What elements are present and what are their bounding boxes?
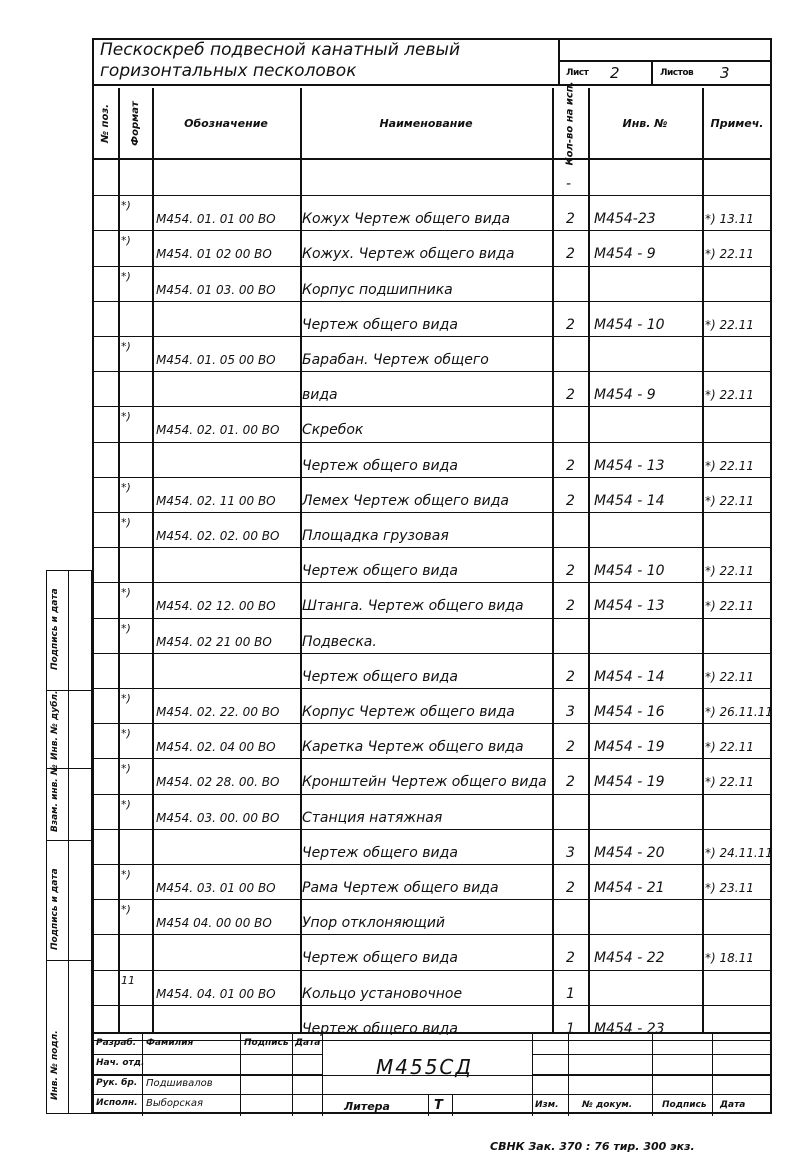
cell-designation: М454. 01. 01 00 ВО	[156, 212, 276, 227]
row-line	[92, 899, 772, 900]
cell-name: Штанга. Чертеж общего вида	[302, 598, 524, 615]
cell-name: Кронштейн Чертеж общего вида	[302, 774, 547, 791]
cell-format: *)	[121, 410, 131, 424]
cell-note: *) 23.11	[705, 881, 754, 895]
cell-designation: М454. 01 02 00 ВО	[156, 247, 272, 262]
stamp-bottom-label: Подпись	[662, 1100, 707, 1110]
row-line	[92, 477, 772, 478]
cell-designation: М454. 01. 05 00 ВО	[156, 353, 276, 367]
cell-inv: М454 - 13	[594, 457, 665, 474]
cell-qty: 2	[566, 563, 575, 580]
stamp-row-label: Рук. бр.	[96, 1078, 138, 1088]
cell-name: Чертеж общего вида	[302, 457, 458, 474]
cell-format: *)	[121, 269, 131, 283]
cell-name: Чертеж общего вида	[302, 950, 458, 967]
cell-inv: М454 - 21	[594, 880, 665, 896]
cell-designation: М454. 01 03. 00 ВО	[156, 282, 276, 297]
cell-format: *)	[121, 199, 131, 213]
cell-name: Рама Чертеж общего вида	[302, 880, 499, 896]
sheet-label: Лист	[566, 68, 589, 78]
cell-designation: М454. 02. 01. 00 ВО	[156, 423, 280, 438]
sheets-total-label: Листов	[660, 68, 694, 78]
cell-name: Скребок	[302, 422, 364, 439]
cell-qty: 2	[566, 739, 575, 756]
cell-name: Площадка грузовая	[302, 528, 449, 544]
cell-format: 11	[121, 973, 135, 987]
cell-inv: М454-23	[594, 211, 656, 228]
cell-name: Чертеж общего вида	[302, 1020, 458, 1037]
header-name: Наименование	[300, 88, 552, 160]
cell-name: Чертеж общего вида	[302, 668, 458, 685]
cell-format: *)	[121, 340, 131, 353]
header-note: Примеч.	[702, 88, 772, 160]
row-line	[92, 934, 772, 935]
cell-inv: М454 - 16	[594, 704, 665, 720]
title-line-1: Пескоскреб подвесной канатный левый	[100, 40, 460, 60]
row-line	[92, 336, 772, 337]
stamp-bottom-label: Дата	[720, 1100, 746, 1110]
cell-name: Чертеж общего вида	[302, 844, 458, 861]
letter-label: Литера	[344, 1100, 390, 1113]
cell-designation: М454. 04. 01 00 ВО	[156, 986, 276, 1001]
cell-designation: М454. 02 28. 00. ВО	[156, 775, 280, 790]
cell-note: *) 26.11.11	[705, 705, 773, 719]
row-line	[92, 547, 772, 548]
document-code: М455СД	[376, 1055, 474, 1079]
stamp-col-label: Подпись	[244, 1038, 289, 1048]
side-label-signature-date-1: Подпись и дата	[50, 588, 60, 670]
row-line	[92, 512, 772, 513]
side-label-replace-inv: Взам. инв. №	[50, 764, 60, 832]
cell-inv: М454 - 10	[594, 563, 665, 580]
cell-note: *) 22.11	[705, 317, 754, 332]
cell-inv: М454 - 20	[594, 844, 665, 861]
cell-name: Лемех Чертеж общего вида	[302, 492, 509, 509]
row-line	[92, 794, 772, 795]
cell-note: *) 22.11	[705, 740, 754, 755]
side-label-orig-inv: Инв. № подл.	[50, 1030, 60, 1100]
row-line	[92, 266, 772, 267]
stamp-row-label: Разраб.	[96, 1038, 137, 1048]
side-strip	[46, 570, 92, 1114]
sheet-info-divider	[651, 60, 653, 86]
cell-qty: 2	[566, 880, 575, 896]
cell-name: Барабан. Чертеж общего	[302, 352, 489, 368]
cell-designation: М454. 02 12. 00 ВО	[156, 599, 276, 614]
row-line	[92, 1005, 772, 1006]
row-line	[92, 301, 772, 302]
cell-qty: 2	[566, 246, 575, 263]
cell-designation: М454 04. 00 00 ВО	[156, 916, 272, 931]
cell-designation: М454. 03. 00. 00 ВО	[156, 810, 280, 825]
cell-qty: -	[566, 176, 572, 192]
cell-inv: М454 - 14	[594, 668, 665, 685]
stamp-col-label: Фамилия	[146, 1038, 194, 1048]
cell-inv: М454 - 13	[594, 598, 665, 615]
cell-name: Упор отклоняющий	[302, 915, 446, 932]
print-footer: СВНК Зак. 370 : 76 тир. 300 экз.	[490, 1140, 695, 1153]
title-line-2: горизонтальных песколовок	[100, 61, 357, 81]
cell-format: *)	[121, 727, 131, 741]
letter-value: Т	[434, 1098, 443, 1113]
header-format: Формат	[118, 88, 152, 160]
cell-inv: М454 - 9	[594, 387, 656, 404]
cell-name: Кольцо установочное	[302, 985, 463, 1002]
cell-inv: М454 - 19	[594, 739, 665, 756]
cell-qty: 1	[566, 1020, 575, 1037]
cell-format: *)	[121, 868, 131, 881]
cell-name: Корпус Чертеж общего вида	[302, 704, 515, 720]
cell-qty: 2	[566, 211, 575, 228]
cell-inv: М454 - 9	[594, 246, 656, 263]
header-inv: Инв. №	[588, 88, 702, 160]
cell-name: Кожух. Чертеж общего вида	[302, 246, 515, 263]
cell-note: *) 22.11	[705, 493, 754, 508]
cell-designation: М454. 02. 02. 00 ВО	[156, 529, 280, 543]
cell-qty: 2	[566, 492, 575, 509]
cell-format: *)	[121, 480, 131, 494]
cell-format: *)	[121, 586, 131, 600]
header-designation: Обозначение	[152, 88, 300, 160]
cell-note: *) 22.11	[705, 775, 754, 790]
cell-designation: М454. 03. 01 00 ВО	[156, 881, 276, 895]
row-line	[92, 371, 772, 372]
row-line	[92, 688, 772, 689]
cell-note: *) 24.11.11	[705, 845, 773, 860]
cell-designation: М454. 02. 04 00 ВО	[156, 740, 276, 755]
sheets-total: 3	[720, 64, 730, 82]
row-line	[92, 758, 772, 759]
document-title	[92, 38, 560, 86]
cell-qty: 2	[566, 668, 575, 685]
row-line	[92, 406, 772, 407]
stamp-name: Подшивалов	[146, 1078, 213, 1089]
cell-name: вида	[302, 387, 338, 404]
cell-name: Подвеска.	[302, 633, 377, 650]
cell-note: *) 13.11	[705, 212, 754, 227]
header-num: № поз.	[92, 88, 118, 160]
cell-note: *) 22.11	[705, 247, 754, 262]
header-qty: Кол-во на исп.	[552, 88, 588, 160]
cell-note: *) 18.11	[705, 951, 754, 966]
cell-name: Кожух Чертеж общего вида	[302, 211, 511, 228]
cell-inv: М454 - 23	[594, 1020, 665, 1037]
row-line	[92, 582, 772, 583]
stamp-name: Выборская	[146, 1098, 204, 1109]
cell-name: Каретка Чертеж общего вида	[302, 739, 524, 756]
cell-designation: М454. 02 21 00 ВО	[156, 634, 272, 649]
row-line	[92, 195, 772, 196]
cell-designation: М454. 02. 22. 00 ВО	[156, 705, 280, 719]
cell-qty: 2	[566, 387, 575, 404]
row-line	[92, 230, 772, 231]
cell-inv: М454 - 14	[594, 492, 665, 509]
cell-note: *) 22.11	[705, 564, 754, 579]
row-line	[92, 618, 772, 619]
cell-name: Станция натяжная	[302, 809, 443, 826]
cell-qty: 2	[566, 316, 575, 333]
cell-format: *)	[121, 692, 131, 705]
cell-note: *) 22.11	[705, 458, 754, 473]
cell-qty: 2	[566, 598, 575, 615]
side-label-signature-date-2: Подпись и дата	[50, 868, 60, 950]
sheet-number: 2	[610, 64, 620, 82]
stamp-row-label: Исполн.	[96, 1098, 138, 1108]
cell-format: *)	[121, 621, 131, 635]
cell-inv: М454 - 19	[594, 774, 665, 791]
stamp-bottom-label: № докум.	[582, 1100, 633, 1110]
cell-format: *)	[121, 903, 131, 917]
cell-inv: М454 - 22	[594, 950, 665, 967]
cell-name: Чертеж общего вида	[302, 316, 458, 333]
cell-inv: М454 - 10	[594, 316, 665, 333]
cell-qty: 1	[566, 985, 575, 1002]
stamp-row-label: Нач. отд.	[96, 1058, 145, 1068]
row-line	[92, 723, 772, 724]
cell-format: *)	[121, 234, 131, 248]
stamp-col-label: Дата	[295, 1038, 321, 1048]
cell-format: *)	[121, 762, 131, 776]
cell-qty: 2	[566, 950, 575, 967]
side-label-dup-inv: Инв. № дубл.	[50, 690, 60, 760]
row-line	[92, 653, 772, 654]
cell-format: *)	[121, 516, 131, 529]
row-line	[92, 970, 772, 971]
row-line	[92, 864, 772, 865]
row-line	[92, 442, 772, 443]
cell-qty: 3	[566, 844, 575, 861]
cell-qty: 3	[566, 704, 575, 720]
stamp-bottom-label: Изм.	[535, 1100, 559, 1110]
cell-note: *) 22.11	[705, 669, 754, 684]
cell-name: Корпус подшипника	[302, 281, 453, 298]
cell-format: *)	[121, 797, 131, 811]
cell-designation: М454. 02. 11 00 ВО	[156, 493, 276, 508]
cell-note: *) 22.11	[705, 599, 754, 614]
cell-qty: 2	[566, 457, 575, 474]
row-line	[92, 829, 772, 830]
sheet-info-block	[560, 60, 772, 86]
cell-name: Чертеж общего вида	[302, 563, 458, 580]
cell-note: *) 22.11	[705, 388, 754, 403]
cell-qty: 2	[566, 774, 575, 791]
